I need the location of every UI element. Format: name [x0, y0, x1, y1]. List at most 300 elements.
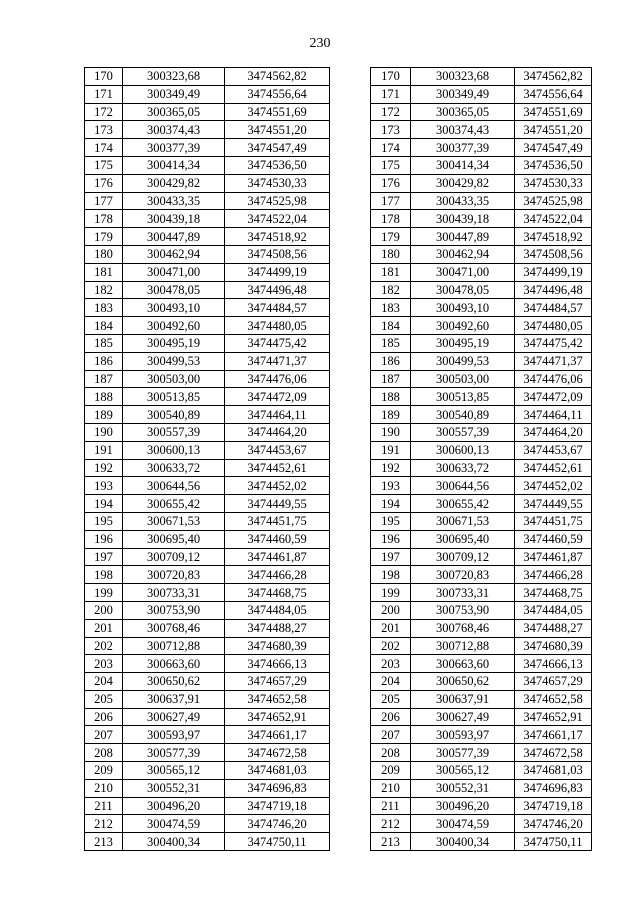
point-number-cell: 181: [371, 263, 411, 281]
point-number-cell: 193: [371, 477, 411, 495]
point-number-cell: 177: [85, 192, 123, 210]
y-coordinate-cell: 3474681,03: [225, 762, 330, 780]
y-coordinate-cell: 3474657,29: [225, 673, 330, 691]
y-coordinate-cell: 3474452,02: [515, 477, 592, 495]
x-coordinate-cell: 300493,10: [411, 299, 515, 317]
point-number-cell: 206: [371, 708, 411, 726]
table-row: [371, 281, 592, 299]
x-coordinate-cell: 300671,53: [411, 512, 515, 530]
y-coordinate-cell: 3474460,59: [515, 530, 592, 548]
y-coordinate-cell: 3474518,92: [515, 228, 592, 246]
point-number-cell: 197: [85, 548, 123, 566]
table-row: [371, 406, 592, 424]
point-number-cell: 172: [85, 103, 123, 121]
x-coordinate-cell: 300768,46: [123, 619, 225, 637]
table-row: [371, 156, 592, 174]
y-coordinate-cell: 3474449,55: [225, 495, 330, 513]
x-coordinate-cell: 300414,34: [123, 156, 225, 174]
table-row: [85, 495, 330, 513]
x-coordinate-cell: 300650,62: [123, 673, 225, 691]
x-coordinate-cell: 300499,53: [123, 352, 225, 370]
point-number-cell: 198: [371, 566, 411, 584]
point-number-cell: 191: [85, 441, 123, 459]
point-number-cell: 174: [85, 139, 123, 157]
table-row: [85, 548, 330, 566]
x-coordinate-cell: 300753,90: [411, 601, 515, 619]
y-coordinate-cell: 3474508,56: [225, 245, 330, 263]
x-coordinate-cell: 300462,94: [123, 245, 225, 263]
x-coordinate-cell: 300374,43: [411, 121, 515, 139]
x-coordinate-cell: 300577,39: [123, 744, 225, 762]
x-coordinate-cell: 300492,60: [411, 317, 515, 335]
table-row: [371, 174, 592, 192]
table-row: [371, 103, 592, 121]
point-number-cell: 184: [371, 317, 411, 335]
y-coordinate-cell: 3474451,75: [515, 512, 592, 530]
point-number-cell: 177: [371, 192, 411, 210]
table-row: [371, 263, 592, 281]
x-coordinate-cell: 300474,59: [411, 815, 515, 833]
point-number-cell: 208: [371, 744, 411, 762]
y-coordinate-cell: 3474681,03: [515, 762, 592, 780]
point-number-cell: 188: [85, 388, 123, 406]
table-row: [371, 797, 592, 815]
x-coordinate-cell: 300478,05: [123, 281, 225, 299]
table-row: [85, 601, 330, 619]
table-row: [85, 121, 330, 139]
x-coordinate-cell: 300663,60: [411, 655, 515, 673]
y-coordinate-cell: 3474453,67: [225, 441, 330, 459]
y-coordinate-cell: 3474496,48: [225, 281, 330, 299]
table-row: [371, 441, 592, 459]
table-row: [371, 423, 592, 441]
point-number-cell: 212: [85, 815, 123, 833]
page-number: 230: [309, 36, 331, 51]
x-coordinate-cell: 300439,18: [411, 210, 515, 228]
y-coordinate-cell: 3474551,69: [225, 103, 330, 121]
table-row: [85, 68, 330, 86]
y-coordinate-cell: 3474475,42: [515, 334, 592, 352]
point-number-cell: 174: [371, 139, 411, 157]
point-number-cell: 187: [371, 370, 411, 388]
x-coordinate-cell: 300644,56: [411, 477, 515, 495]
x-coordinate-cell: 300720,83: [123, 566, 225, 584]
x-coordinate-cell: 300493,10: [123, 299, 225, 317]
x-coordinate-cell: 300503,00: [411, 370, 515, 388]
y-coordinate-cell: 3474484,57: [225, 299, 330, 317]
point-number-cell: 213: [85, 833, 123, 851]
table-row: [85, 174, 330, 192]
x-coordinate-cell: 300471,00: [123, 263, 225, 281]
table-row: [85, 388, 330, 406]
table-row: [85, 477, 330, 495]
table-row: [371, 370, 592, 388]
y-coordinate-cell: 3474522,04: [515, 210, 592, 228]
table-row: [85, 566, 330, 584]
point-number-cell: 198: [85, 566, 123, 584]
y-coordinate-cell: 3474464,11: [515, 406, 592, 424]
table-row: [371, 512, 592, 530]
y-coordinate-cell: 3474452,02: [225, 477, 330, 495]
x-coordinate-cell: 300513,85: [411, 388, 515, 406]
point-number-cell: 204: [85, 673, 123, 691]
x-coordinate-cell: 300712,88: [123, 637, 225, 655]
point-number-cell: 186: [371, 352, 411, 370]
table-row: [85, 584, 330, 602]
table-row: [371, 762, 592, 780]
y-coordinate-cell: 3474471,37: [225, 352, 330, 370]
x-coordinate-cell: 300433,35: [411, 192, 515, 210]
y-coordinate-cell: 3474547,49: [515, 139, 592, 157]
y-coordinate-cell: 3474562,82: [225, 68, 330, 86]
table-row: [85, 192, 330, 210]
y-coordinate-cell: 3474657,29: [515, 673, 592, 691]
y-coordinate-cell: 3474472,09: [225, 388, 330, 406]
point-number-cell: 199: [371, 584, 411, 602]
point-number-cell: 172: [371, 103, 411, 121]
x-coordinate-cell: 300712,88: [411, 637, 515, 655]
point-number-cell: 194: [85, 495, 123, 513]
y-coordinate-cell: 3474680,39: [515, 637, 592, 655]
point-number-cell: 200: [85, 601, 123, 619]
table-row: [85, 156, 330, 174]
point-number-cell: 182: [371, 281, 411, 299]
point-number-cell: 206: [85, 708, 123, 726]
y-coordinate-cell: 3474530,33: [225, 174, 330, 192]
x-coordinate-cell: 300447,89: [411, 228, 515, 246]
y-coordinate-cell: 3474472,09: [515, 388, 592, 406]
y-coordinate-cell: 3474556,64: [515, 85, 592, 103]
y-coordinate-cell: 3474652,58: [225, 690, 330, 708]
x-coordinate-cell: 300433,35: [123, 192, 225, 210]
table-row: [85, 815, 330, 833]
x-coordinate-cell: 300474,59: [123, 815, 225, 833]
y-coordinate-cell: 3474562,82: [515, 68, 592, 86]
y-coordinate-cell: 3474461,87: [515, 548, 592, 566]
y-coordinate-cell: 3474468,75: [225, 584, 330, 602]
x-coordinate-cell: 300733,31: [123, 584, 225, 602]
y-coordinate-cell: 3474652,58: [515, 690, 592, 708]
point-number-cell: 203: [85, 655, 123, 673]
x-coordinate-cell: 300633,72: [411, 459, 515, 477]
x-coordinate-cell: 300478,05: [411, 281, 515, 299]
point-number-cell: 204: [371, 673, 411, 691]
table-row: [371, 139, 592, 157]
y-coordinate-cell: 3474652,91: [225, 708, 330, 726]
point-number-cell: 211: [371, 797, 411, 815]
table-row: [371, 68, 592, 86]
table-row: [371, 477, 592, 495]
point-number-cell: 202: [85, 637, 123, 655]
x-coordinate-cell: 300671,53: [123, 512, 225, 530]
point-number-cell: 193: [85, 477, 123, 495]
point-number-cell: 190: [371, 423, 411, 441]
point-number-cell: 185: [85, 334, 123, 352]
y-coordinate-cell: 3474461,87: [225, 548, 330, 566]
table-row: [371, 495, 592, 513]
point-number-cell: 171: [371, 85, 411, 103]
point-number-cell: 207: [371, 726, 411, 744]
point-number-cell: 170: [85, 68, 123, 86]
table-row: [371, 708, 592, 726]
point-number-cell: 188: [371, 388, 411, 406]
point-number-cell: 186: [85, 352, 123, 370]
y-coordinate-cell: 3474464,20: [515, 423, 592, 441]
point-number-cell: 196: [371, 530, 411, 548]
point-number-cell: 183: [85, 299, 123, 317]
x-coordinate-cell: 300637,91: [411, 690, 515, 708]
x-coordinate-cell: 300627,49: [123, 708, 225, 726]
point-number-cell: 205: [371, 690, 411, 708]
x-coordinate-cell: 300695,40: [411, 530, 515, 548]
y-coordinate-cell: 3474525,98: [515, 192, 592, 210]
table-row: [371, 317, 592, 335]
y-coordinate-cell: 3474460,59: [225, 530, 330, 548]
x-coordinate-cell: 300600,13: [411, 441, 515, 459]
point-number-cell: 185: [371, 334, 411, 352]
point-number-cell: 170: [371, 68, 411, 86]
table-row: [371, 815, 592, 833]
point-number-cell: 178: [371, 210, 411, 228]
x-coordinate-cell: 300637,91: [123, 690, 225, 708]
table-row: [371, 637, 592, 655]
point-number-cell: 180: [371, 245, 411, 263]
point-number-cell: 190: [85, 423, 123, 441]
y-coordinate-cell: 3474672,58: [225, 744, 330, 762]
y-coordinate-cell: 3474452,61: [515, 459, 592, 477]
point-number-cell: 196: [85, 530, 123, 548]
table-row: [371, 673, 592, 691]
point-number-cell: 189: [85, 406, 123, 424]
point-number-cell: 176: [371, 174, 411, 192]
point-number-cell: 195: [371, 512, 411, 530]
x-coordinate-cell: 300753,90: [123, 601, 225, 619]
point-number-cell: 173: [371, 121, 411, 139]
table-row: [85, 673, 330, 691]
y-coordinate-cell: 3474508,56: [515, 245, 592, 263]
x-coordinate-cell: 300557,39: [411, 423, 515, 441]
x-coordinate-cell: 300377,39: [123, 139, 225, 157]
y-coordinate-cell: 3474672,58: [515, 744, 592, 762]
x-coordinate-cell: 300492,60: [123, 317, 225, 335]
y-coordinate-cell: 3474476,06: [515, 370, 592, 388]
x-coordinate-cell: 300365,05: [411, 103, 515, 121]
point-number-cell: 189: [371, 406, 411, 424]
y-coordinate-cell: 3474466,28: [225, 566, 330, 584]
point-number-cell: 203: [371, 655, 411, 673]
x-coordinate-cell: 300650,62: [411, 673, 515, 691]
table-row: [85, 833, 330, 851]
y-coordinate-cell: 3474484,05: [515, 601, 592, 619]
y-coordinate-cell: 3474551,69: [515, 103, 592, 121]
x-coordinate-cell: 300627,49: [411, 708, 515, 726]
point-number-cell: 209: [85, 762, 123, 780]
x-coordinate-cell: 300495,19: [411, 334, 515, 352]
x-coordinate-cell: 300400,34: [411, 833, 515, 851]
x-coordinate-cell: 300577,39: [411, 744, 515, 762]
y-coordinate-cell: 3474696,83: [515, 779, 592, 797]
table-row: [371, 388, 592, 406]
point-number-cell: 199: [85, 584, 123, 602]
table-row: [371, 833, 592, 851]
x-coordinate-cell: 300695,40: [123, 530, 225, 548]
table-row: [85, 708, 330, 726]
table-row: [85, 637, 330, 655]
x-coordinate-cell: 300552,31: [123, 779, 225, 797]
y-coordinate-cell: 3474466,28: [515, 566, 592, 584]
y-coordinate-cell: 3474536,50: [225, 156, 330, 174]
point-number-cell: 176: [85, 174, 123, 192]
x-coordinate-cell: 300495,19: [123, 334, 225, 352]
y-coordinate-cell: 3474536,50: [515, 156, 592, 174]
x-coordinate-cell: 300600,13: [123, 441, 225, 459]
table-row: [371, 779, 592, 797]
coordinates-table-right: [370, 67, 592, 851]
x-coordinate-cell: 300720,83: [411, 566, 515, 584]
x-coordinate-cell: 300633,72: [123, 459, 225, 477]
y-coordinate-cell: 3474496,48: [515, 281, 592, 299]
point-number-cell: 213: [371, 833, 411, 851]
table-row: [85, 655, 330, 673]
x-coordinate-cell: 300655,42: [411, 495, 515, 513]
x-coordinate-cell: 300733,31: [411, 584, 515, 602]
point-number-cell: 178: [85, 210, 123, 228]
point-number-cell: 179: [85, 228, 123, 246]
point-number-cell: 181: [85, 263, 123, 281]
table-row: [85, 139, 330, 157]
table-row: [85, 103, 330, 121]
x-coordinate-cell: 300709,12: [411, 548, 515, 566]
y-coordinate-cell: 3474750,11: [515, 833, 592, 851]
x-coordinate-cell: 300503,00: [123, 370, 225, 388]
x-coordinate-cell: 300349,49: [411, 85, 515, 103]
x-coordinate-cell: 300429,82: [123, 174, 225, 192]
x-coordinate-cell: 300349,49: [123, 85, 225, 103]
table-row: [371, 210, 592, 228]
table-row: [371, 601, 592, 619]
point-number-cell: 175: [85, 156, 123, 174]
y-coordinate-cell: 3474475,42: [225, 334, 330, 352]
point-number-cell: 175: [371, 156, 411, 174]
x-coordinate-cell: 300663,60: [123, 655, 225, 673]
table-row: [85, 334, 330, 352]
x-coordinate-cell: 300540,89: [411, 406, 515, 424]
point-number-cell: 211: [85, 797, 123, 815]
table-row: [85, 210, 330, 228]
table-row: [85, 85, 330, 103]
x-coordinate-cell: 300499,53: [411, 352, 515, 370]
table-row: [85, 762, 330, 780]
x-coordinate-cell: 300552,31: [411, 779, 515, 797]
table-row: [371, 619, 592, 637]
table-row: [85, 299, 330, 317]
table-row: [85, 263, 330, 281]
point-number-cell: 194: [371, 495, 411, 513]
point-number-cell: 202: [371, 637, 411, 655]
y-coordinate-cell: 3474453,67: [515, 441, 592, 459]
point-number-cell: 180: [85, 245, 123, 263]
y-coordinate-cell: 3474661,17: [225, 726, 330, 744]
table-row: [85, 228, 330, 246]
y-coordinate-cell: 3474464,11: [225, 406, 330, 424]
point-number-cell: 171: [85, 85, 123, 103]
y-coordinate-cell: 3474452,61: [225, 459, 330, 477]
y-coordinate-cell: 3474746,20: [225, 815, 330, 833]
table-row: [85, 797, 330, 815]
table-row: [85, 245, 330, 263]
y-coordinate-cell: 3474556,64: [225, 85, 330, 103]
point-number-cell: 184: [85, 317, 123, 335]
y-coordinate-cell: 3474746,20: [515, 815, 592, 833]
point-number-cell: 210: [371, 779, 411, 797]
x-coordinate-cell: 300565,12: [411, 762, 515, 780]
y-coordinate-cell: 3474525,98: [225, 192, 330, 210]
point-number-cell: 192: [371, 459, 411, 477]
y-coordinate-cell: 3474499,19: [225, 263, 330, 281]
y-coordinate-cell: 3474551,20: [515, 121, 592, 139]
point-number-cell: 207: [85, 726, 123, 744]
y-coordinate-cell: 3474547,49: [225, 139, 330, 157]
x-coordinate-cell: 300709,12: [123, 548, 225, 566]
y-coordinate-cell: 3474719,18: [225, 797, 330, 815]
point-number-cell: 205: [85, 690, 123, 708]
x-coordinate-cell: 300462,94: [411, 245, 515, 263]
y-coordinate-cell: 3474468,75: [515, 584, 592, 602]
table-row: [371, 121, 592, 139]
table-row: [85, 423, 330, 441]
x-coordinate-cell: 300323,68: [411, 68, 515, 86]
y-coordinate-cell: 3474476,06: [225, 370, 330, 388]
y-coordinate-cell: 3474484,57: [515, 299, 592, 317]
point-number-cell: 200: [371, 601, 411, 619]
x-coordinate-cell: 300557,39: [123, 423, 225, 441]
x-coordinate-cell: 300377,39: [411, 139, 515, 157]
y-coordinate-cell: 3474750,11: [225, 833, 330, 851]
x-coordinate-cell: 300400,34: [123, 833, 225, 851]
y-coordinate-cell: 3474666,13: [225, 655, 330, 673]
table-row: [85, 459, 330, 477]
x-coordinate-cell: 300655,42: [123, 495, 225, 513]
table-row: [371, 299, 592, 317]
y-coordinate-cell: 3474471,37: [515, 352, 592, 370]
x-coordinate-cell: 300768,46: [411, 619, 515, 637]
y-coordinate-cell: 3474499,19: [515, 263, 592, 281]
y-coordinate-cell: 3474449,55: [515, 495, 592, 513]
table-row: [371, 530, 592, 548]
x-coordinate-cell: 300447,89: [123, 228, 225, 246]
x-coordinate-cell: 300365,05: [123, 103, 225, 121]
table-row: [85, 779, 330, 797]
table-row: [85, 370, 330, 388]
point-number-cell: 208: [85, 744, 123, 762]
point-number-cell: 212: [371, 815, 411, 833]
table-row: [371, 584, 592, 602]
point-number-cell: 195: [85, 512, 123, 530]
table-row: [85, 512, 330, 530]
y-coordinate-cell: 3474680,39: [225, 637, 330, 655]
table-row: [85, 744, 330, 762]
y-coordinate-cell: 3474522,04: [225, 210, 330, 228]
table-row: [85, 317, 330, 335]
table-row: [371, 228, 592, 246]
y-coordinate-cell: 3474551,20: [225, 121, 330, 139]
point-number-cell: 187: [85, 370, 123, 388]
y-coordinate-cell: 3474661,17: [515, 726, 592, 744]
table-row: [85, 281, 330, 299]
table-row: [371, 726, 592, 744]
table-row: [371, 192, 592, 210]
x-coordinate-cell: 300439,18: [123, 210, 225, 228]
